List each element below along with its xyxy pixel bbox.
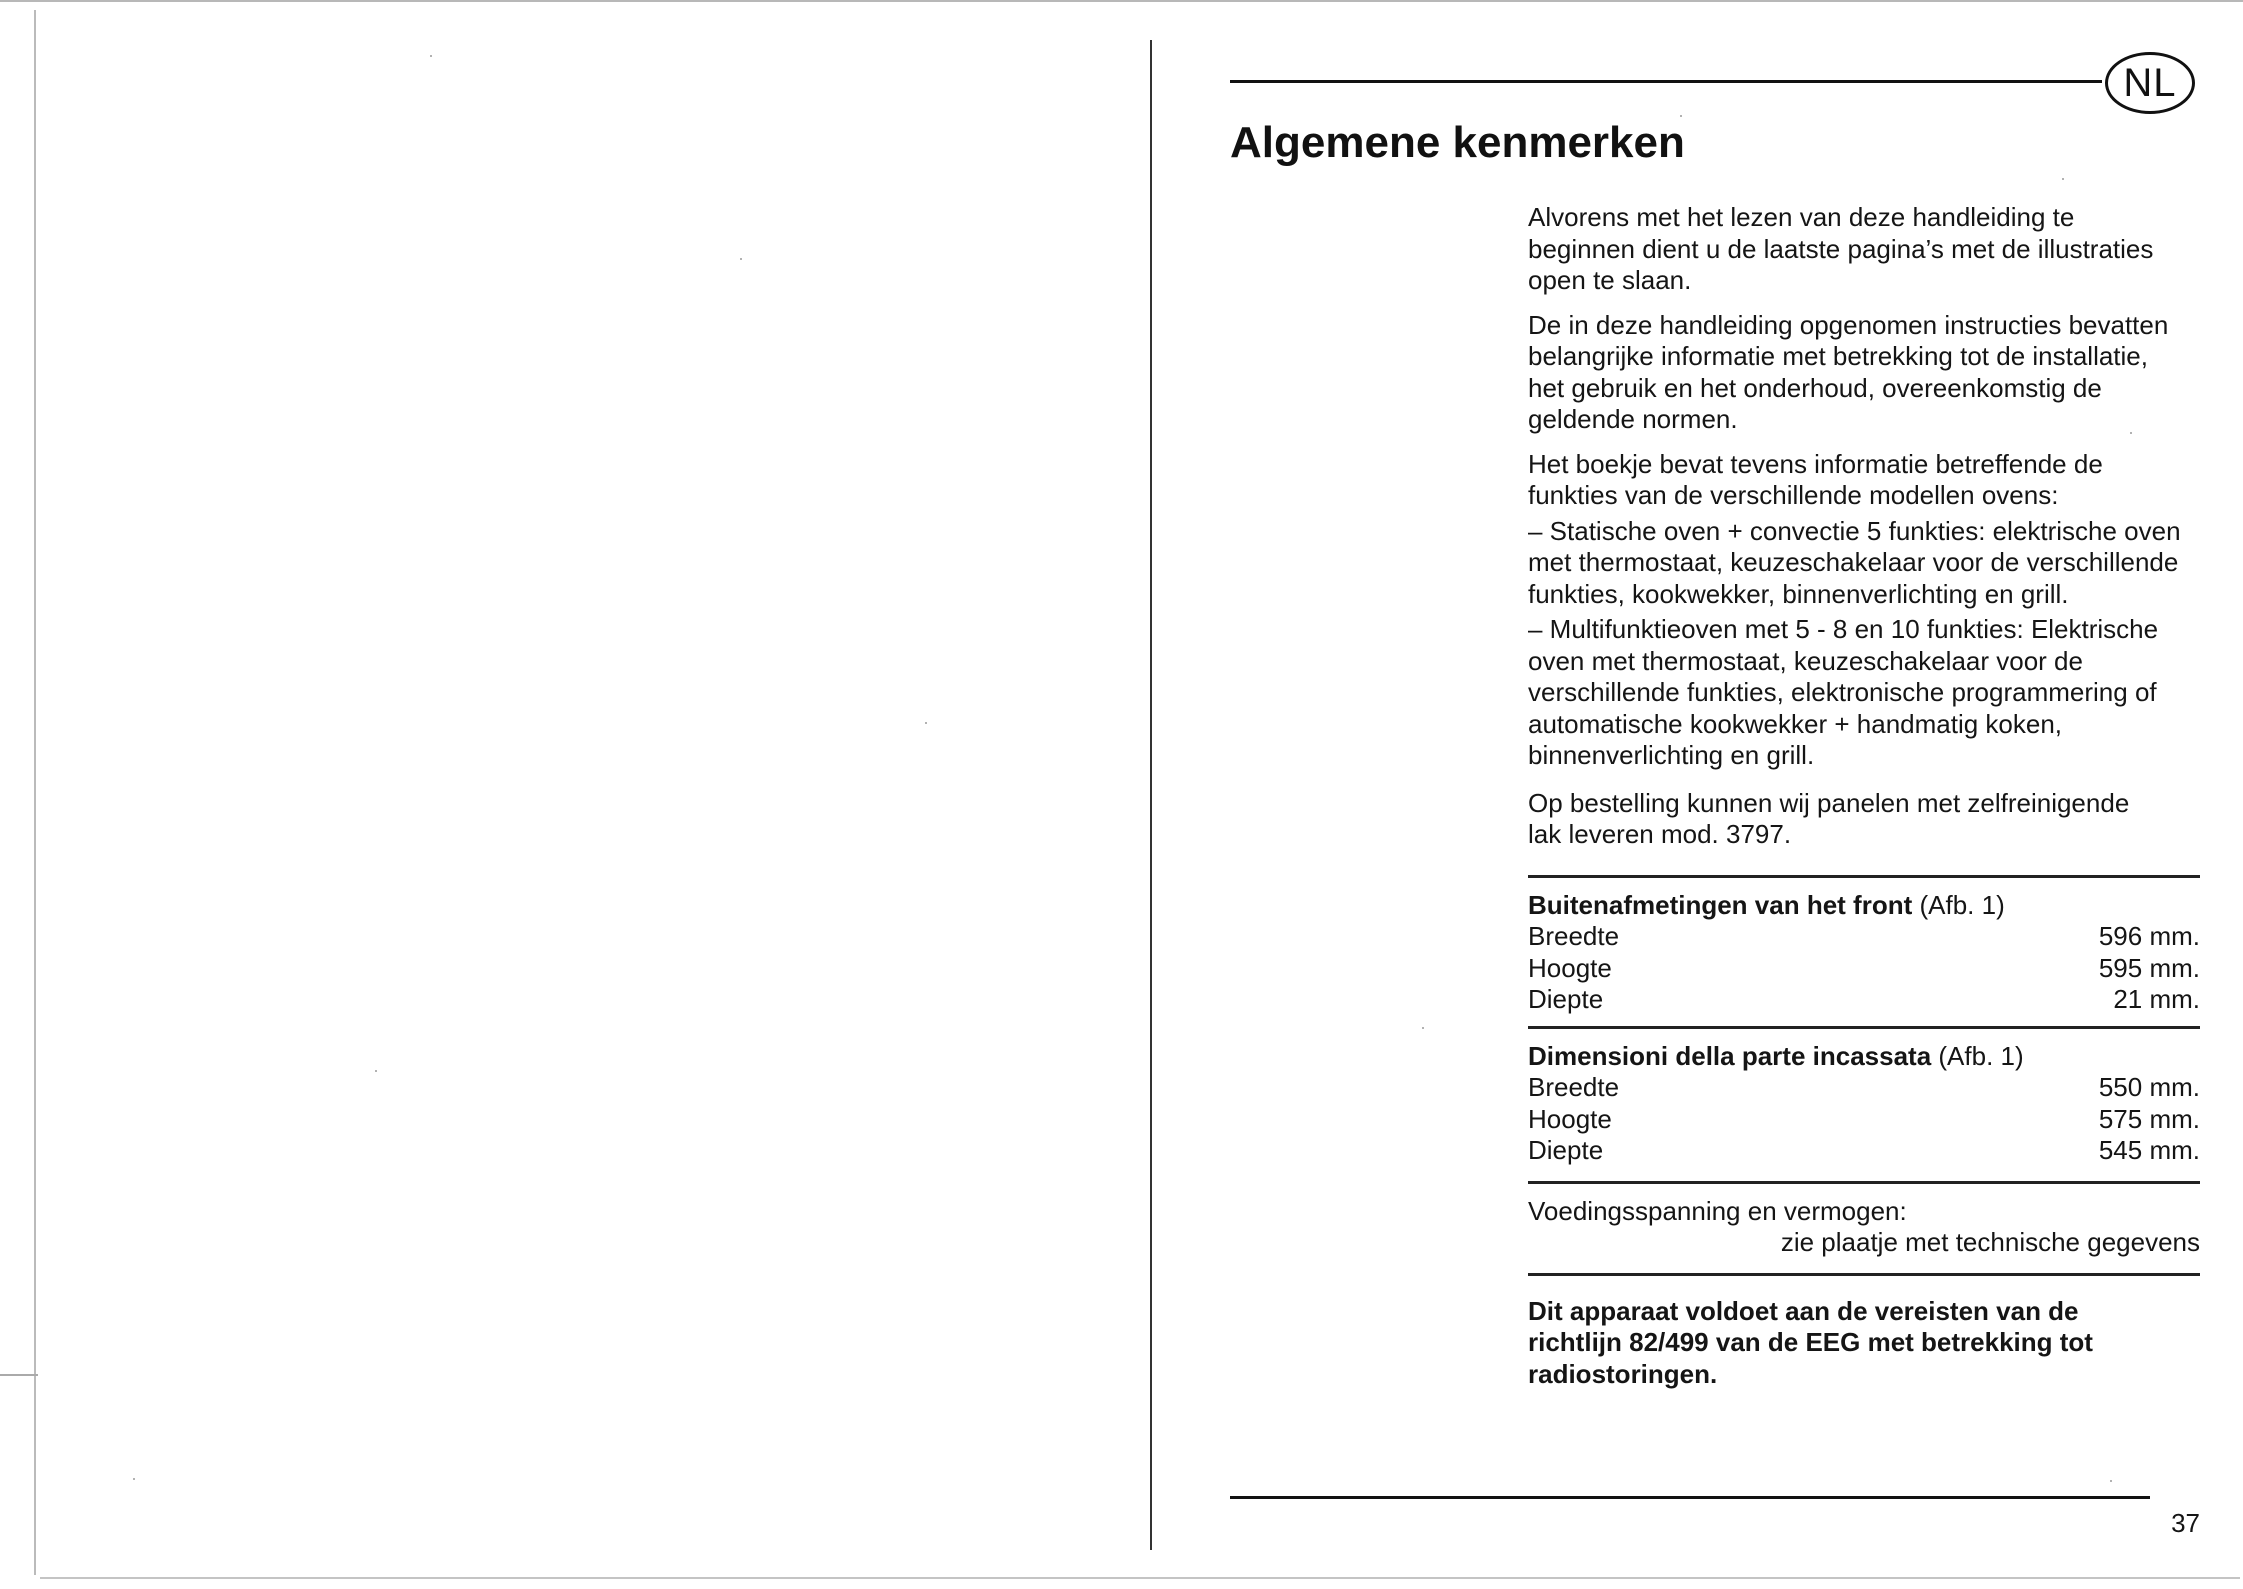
section-divider (1528, 1026, 2200, 1029)
text-line: Alvorens met het lezen van deze handleiding te (1528, 202, 2075, 232)
main-content (1528, 202, 2218, 1390)
spec-label: Hoogte (1528, 952, 1612, 983)
figure-reference: (Afb. 1) (1931, 1040, 2024, 1071)
spec-label: Diepte (1528, 984, 1604, 1014)
text-line: verschillende funkties, elektronische programmering of (1528, 677, 2157, 707)
spec-label: Diepte (1528, 1135, 1604, 1165)
text-line: funkties, kookwekker, binnenverlichting en grill. (1528, 578, 2069, 609)
spec-row (1528, 1135, 2200, 1167)
spec-value: 595 mm. (2098, 952, 2200, 983)
spec-value: 550 mm. (2098, 1072, 2200, 1102)
left-page-edge (34, 10, 36, 1575)
spec-row (1528, 953, 2200, 985)
page-number: 37 (2171, 1508, 2200, 1538)
figure-reference: (Afb. 1) (1912, 889, 2005, 920)
spec-label: Hoogte (1528, 1103, 1612, 1134)
spec-value: 545 mm. (2098, 1135, 2200, 1165)
page-title: Algemene kenmerken (1230, 118, 1685, 167)
text-line: De in deze handleiding opgenomen instructies bevatten (1528, 309, 2169, 340)
text-line: open te slaan. (1528, 265, 1692, 295)
text-line: met thermostaat, keuzeschakelaar voor de verschillende (1528, 547, 2179, 577)
footer-rule (1230, 1496, 2150, 1499)
spec-row (1528, 921, 2200, 953)
section-divider (1528, 875, 2200, 878)
intro-paragraph-1 (1528, 202, 2218, 297)
language-badge: NL (2105, 52, 2195, 114)
scan-speck (133, 1478, 135, 1480)
heading-bold: Buitenafmetingen van het front (1528, 889, 1913, 920)
intro-paragraph-2 (1528, 310, 2218, 436)
scan-speck (2062, 178, 2064, 180)
scan-speck (925, 722, 927, 724)
spec-row (1528, 984, 2200, 1016)
text-line: oven met thermostaat, keuzeschakelaar voor de (1528, 645, 2083, 676)
power-supply-block (1528, 1196, 2200, 1259)
power-supply-label: Voedingsspanning en vermogen: (1528, 1195, 1907, 1226)
page-spine (1150, 40, 1152, 1550)
text-line: beginnen dient u de laatste pagina’s met de illustraties (1528, 233, 2154, 264)
section-divider (1528, 1273, 2200, 1276)
spec-value: 21 mm. (2113, 984, 2200, 1014)
builtin-dimensions-block (1528, 1041, 2200, 1167)
text-line: binnenverlichting en grill. (1528, 740, 1815, 770)
scan-speck (375, 1070, 377, 1072)
builtin-dimensions-heading (1528, 1041, 2200, 1073)
text-line: het gebruik en het onderhoud, overeenkomstig de (1528, 372, 2102, 403)
front-dimensions-heading (1528, 890, 2200, 922)
heading-bold: Dimensioni della parte incassata (1528, 1040, 1932, 1071)
scan-speck (430, 55, 432, 57)
header-rule (1230, 80, 2102, 83)
scan-edge-bottom (40, 1577, 2240, 1579)
text-line: richtlijn 82/499 van de EEG met betrekking tot (1528, 1327, 2093, 1357)
spec-value: 596 mm. (2098, 921, 2200, 951)
feature-multifunction-oven (1528, 614, 2218, 772)
front-dimensions-block (1528, 890, 2200, 1016)
power-supply-value: zie plaatje met technische gegevens (1780, 1227, 2200, 1257)
intro-paragraph-3 (1528, 449, 2218, 512)
left-margin-tick (0, 1374, 38, 1376)
text-line: belangrijke informatie met betrekking tot de installatie, (1528, 341, 2148, 371)
intro-paragraph-order (1528, 788, 2218, 851)
scan-speck (740, 258, 742, 260)
text-line: – Multifunktieoven met 5 - 8 en 10 funkties: Elektrische (1528, 614, 2159, 644)
section-divider (1528, 1181, 2200, 1184)
feature-static-oven (1528, 516, 2218, 611)
text-line: – Statische oven + convectie 5 funkties: elektrische oven (1528, 515, 2181, 546)
compliance-note (1528, 1296, 2218, 1391)
scan-edge-top (0, 0, 2243, 2)
spec-label: Breedte (1528, 921, 1620, 951)
spec-row (1528, 1072, 2200, 1104)
text-line: radiostoringen. (1528, 1358, 1718, 1389)
text-line: lak leveren mod. 3797. (1528, 819, 1792, 849)
scan-speck (1680, 115, 1682, 117)
text-line: Dit apparaat voldoet aan de vereisten van de (1528, 1295, 2079, 1326)
text-line: Het boekje bevat tevens informatie betreffende de (1528, 448, 2103, 479)
text-line: geldende normen. (1528, 404, 1738, 434)
spec-label: Breedte (1528, 1072, 1620, 1102)
text-line: automatische kookwekker + handmatig koken, (1528, 708, 2063, 739)
scan-speck (2110, 1480, 2112, 1482)
text-line: funkties van de verschillende modellen ovens: (1528, 480, 2059, 510)
spec-value: 575 mm. (2098, 1103, 2200, 1134)
spec-row (1528, 1104, 2200, 1136)
scan-speck (1422, 1027, 1424, 1029)
text-line: Op bestelling kunnen wij panelen met zelfreinigende (1528, 787, 2130, 818)
